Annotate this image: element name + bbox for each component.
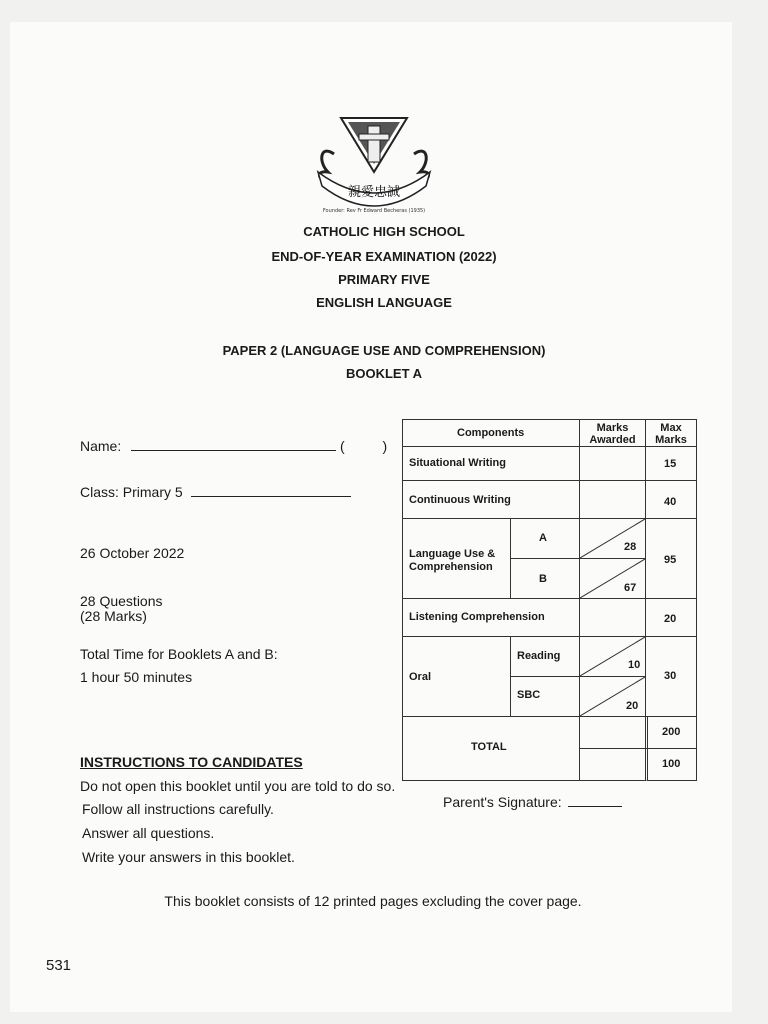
oral-reading: Reading <box>510 636 580 677</box>
row-listening-comprehension: Listening Comprehension <box>402 598 580 637</box>
row-continuous-writing: Continuous Writing <box>402 480 580 519</box>
language-a-awarded-cell[interactable] <box>579 518 646 559</box>
name-line[interactable] <box>131 450 336 451</box>
oral-max: 30 <box>645 636 697 717</box>
exam-title: END-OF-YEAR EXAMINATION (2022) <box>271 249 497 264</box>
row-total: TOTAL <box>402 716 580 781</box>
situational-max: 15 <box>645 446 697 481</box>
oral-reading-awarded-cell[interactable] <box>579 636 646 677</box>
exam-date: 26 October 2022 <box>80 545 185 561</box>
class-field[interactable] <box>80 484 351 500</box>
school-crest-logo <box>312 114 436 220</box>
svg-text:親愛忠誠: 親愛忠誠 <box>347 185 401 200</box>
name-label: Name: <box>80 438 122 454</box>
oral-sbc-max: 20 <box>626 700 639 712</box>
instructions-heading: INSTRUCTIONS TO CANDIDATES <box>80 754 303 770</box>
situational-awarded-cell[interactable] <box>579 446 646 481</box>
total-awarded-cell-2[interactable] <box>579 748 646 781</box>
total-marks: (28 Marks) <box>80 608 147 624</box>
language-b-awarded-cell[interactable] <box>579 558 646 599</box>
parent-signature-line[interactable] <box>568 806 622 807</box>
marks-table <box>402 419 697 781</box>
exam-subject: ENGLISH LANGUAGE <box>316 295 452 310</box>
total-max-200: 200 <box>645 716 697 749</box>
language-part-a: A <box>510 518 580 559</box>
time-label: Total Time for Booklets A and B: <box>80 646 278 662</box>
oral-sbc: SBC <box>510 676 580 717</box>
total-awarded-cell-1[interactable] <box>579 716 646 749</box>
language-max: 95 <box>645 518 697 599</box>
oral-reading-max: 10 <box>628 659 641 671</box>
header-max-marks: Max Marks <box>645 419 697 447</box>
parent-signature[interactable] <box>443 794 622 810</box>
instruction-item: Write your answers in this booklet. <box>82 849 295 865</box>
listening-max: 20 <box>645 598 697 637</box>
register-paren-close: ) <box>382 438 388 454</box>
time-value: 1 hour 50 minutes <box>80 669 193 685</box>
question-count: 28 Questions <box>80 593 163 609</box>
continuous-awarded-cell[interactable] <box>579 480 646 519</box>
register-paren-open: ( <box>340 438 345 454</box>
instruction-item: Do not open this booklet until you are told to do so. <box>80 778 396 794</box>
booklet-label: BOOKLET A <box>345 366 423 381</box>
instruction-item: Answer all questions. <box>82 825 215 841</box>
parent-signature-label: Parent's Signature: <box>443 794 562 810</box>
svg-text:Founder: Rev Fr Edward Bechera: Founder: Rev Fr Edward Becheras (1935) <box>322 208 426 214</box>
footer-note: This booklet consists of 12 printed pages excluding the cover page. <box>164 893 582 909</box>
header-components: Components <box>402 419 580 447</box>
row-situational-writing: Situational Writing <box>402 446 580 481</box>
row-language-use: Language Use & Comprehension <box>402 518 511 599</box>
language-a-max: 28 <box>624 541 637 553</box>
instruction-item: Follow all instructions carefully. <box>82 801 274 817</box>
oral-sbc-awarded-cell[interactable] <box>579 676 646 717</box>
continuous-max: 40 <box>645 480 697 519</box>
page-code: 531 <box>46 957 72 974</box>
exam-level: PRIMARY FIVE <box>338 272 430 287</box>
class-label: Class: Primary 5 <box>80 484 183 500</box>
row-oral: Oral <box>402 636 511 717</box>
class-line[interactable] <box>191 496 351 497</box>
name-field[interactable] <box>80 438 387 454</box>
listening-awarded-cell[interactable] <box>579 598 646 637</box>
header-marks-awarded: Marks Awarded <box>579 419 646 447</box>
language-part-b: B <box>510 558 580 599</box>
paper-title: PAPER 2 (LANGUAGE USE AND COMPREHENSION) <box>222 343 546 358</box>
total-max-100: 100 <box>645 748 697 781</box>
language-b-max: 67 <box>624 582 637 594</box>
school-name: CATHOLIC HIGH SCHOOL <box>303 224 465 239</box>
